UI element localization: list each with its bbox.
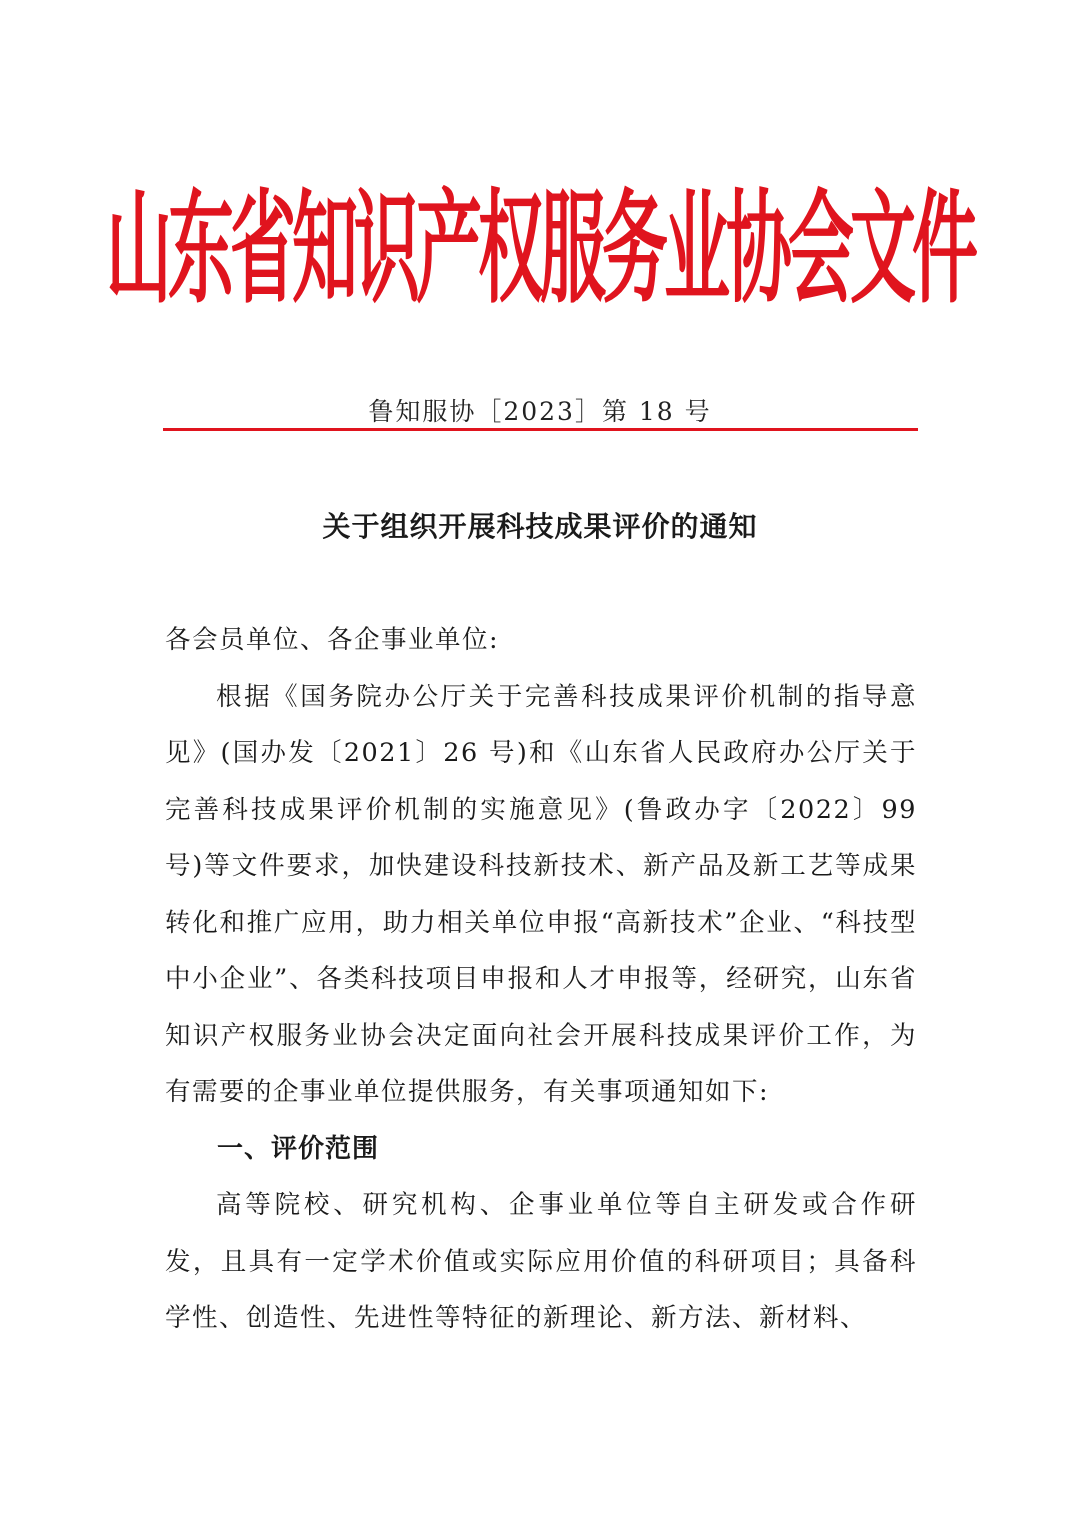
- masthead: [106, 168, 974, 321]
- red-divider-line: [163, 428, 918, 431]
- salutation: 各会员单位、各企事业单位:: [165, 625, 500, 655]
- document-number: 鲁知服协［2023］第 18 号: [368, 397, 712, 426]
- masthead-title: 山东省知识产权服务业协会文件: [106, 177, 974, 321]
- document-body: [165, 612, 917, 1347]
- section-heading-1: 一、评价范围: [217, 1133, 380, 1164]
- section-1-paragraph: 高等院校、研究机构、企事业单位等自主研发或合作研发，且具有一定学术价值或实际应用价值的科研项目；具备科学性、创造性、先进性等特征的新理论、新方法、新材料、: [165, 1190, 917, 1333]
- document-title: 关于组织开展科技成果评价的通知: [322, 510, 758, 543]
- body-paragraph-1: 根据《国务院办公厅关于完善科技成果评价机制的指导意见》(国办发〔2021〕26 号)和《山东省人民政府办公厅关于完善科技成果评价机制的实施意见》(鲁政办字〔2022〕99 号)等文件要求，加快建设科技新技术、新产品及新工艺等成果转化和推广应用，助力相关单位申报“高新技术”企业、“科技型中小企业”、各类科技项目申报和人才申报等，经研究，山东省知识产权服务业协会决定面向社会开展科技成果评价工作，为有需要的企事业单位提供服务，有关事项通知如下:: [165, 681, 917, 1107]
